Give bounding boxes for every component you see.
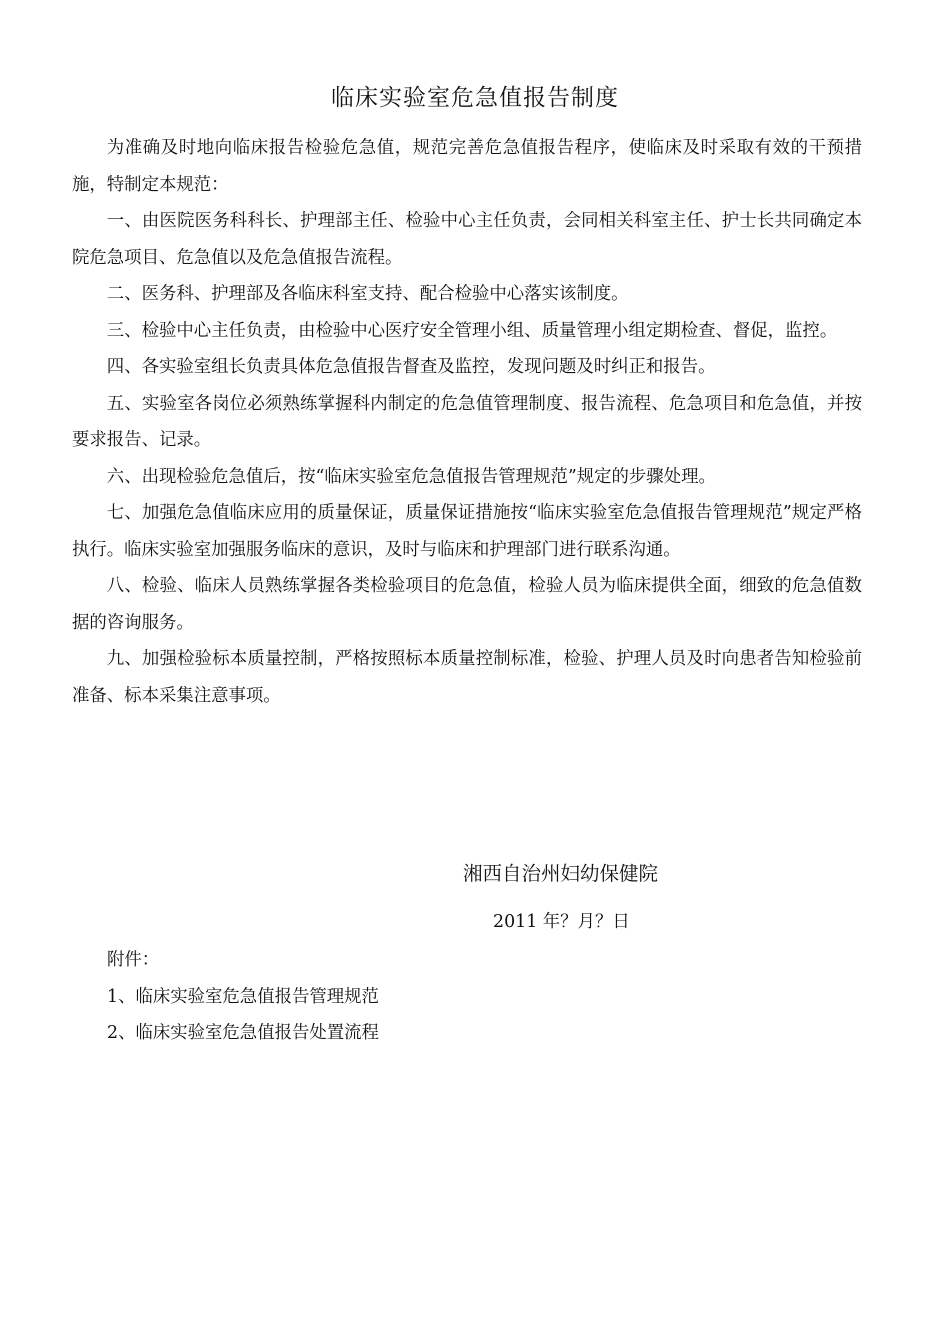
clause-3-paragraph: 三、检验中心主任负责，由检验中心医疗安全管理小组、质量管理小组定期检查、督促，监控。: [106, 320, 838, 341]
clause-8-paragraph: 八、检验、临床人员熟练掌握各类检验项目的危急值，检验人员为临床提供全面，细致的危急值数据的咨询服务。: [72, 576, 862, 633]
clause-5-paragraph: 五、实验室各岗位必须熟练掌握科内制定的危急值管理制度、报告流程、危急项目和危急值，并按要求报告、记录。: [72, 393, 862, 450]
attachment-item: 1、临床实验室危急值报告管理规范: [107, 986, 379, 1007]
clause-1-paragraph: 一、由医院医务科科长、护理部主任、检验中心主任负责，会同相关科室主任、护士长共同确定本院危急项目、危急值以及危急值报告流程。: [72, 211, 862, 268]
clause-6-paragraph: 六、出现检验危急值后，按“临床实验室危急值报告管理规范”规定的步骤处理。: [106, 466, 716, 487]
intro-paragraph: 为准确及时地向临床报告检验危急值，规范完善危急值报告程序，使临床及时采取有效的干预措施，特制定本规范：: [72, 138, 862, 195]
clause-4-paragraph: 四、各实验室组长负责具体危急值报告督查及监控，发现问题及时纠正和报告。: [106, 357, 716, 377]
attachments-label: 附件：: [107, 950, 160, 970]
document-body: [72, 130, 862, 714]
clause-9-paragraph: 九、加强检验标本质量控制，严格按照标本质量控制标准，检验、护理人员及时向患者告知检验前准备、标本采集注意事项。: [72, 649, 862, 706]
document-title: 临床实验室危急值报告制度: [331, 85, 619, 111]
clause-7-paragraph: 七、加强危急值临床应用的质量保证，质量保证措施按“临床实验室危急值报告管理规范”规定严格执行。临床实验室加强服务临床的意识，及时与临床和护理部门进行联系沟通。: [72, 503, 862, 560]
issue-date: 2011 年？月？日: [493, 912, 630, 932]
issuer-signature: 湘西自治州妇幼保健院: [463, 862, 659, 885]
attachment-item: 2、临床实验室危急值报告处置流程: [107, 1023, 379, 1043]
attachments-section: [107, 942, 379, 1052]
clause-2-paragraph: 二、医务科、护理部及各临床科室支持、配合检验中心落实该制度。: [106, 284, 629, 304]
